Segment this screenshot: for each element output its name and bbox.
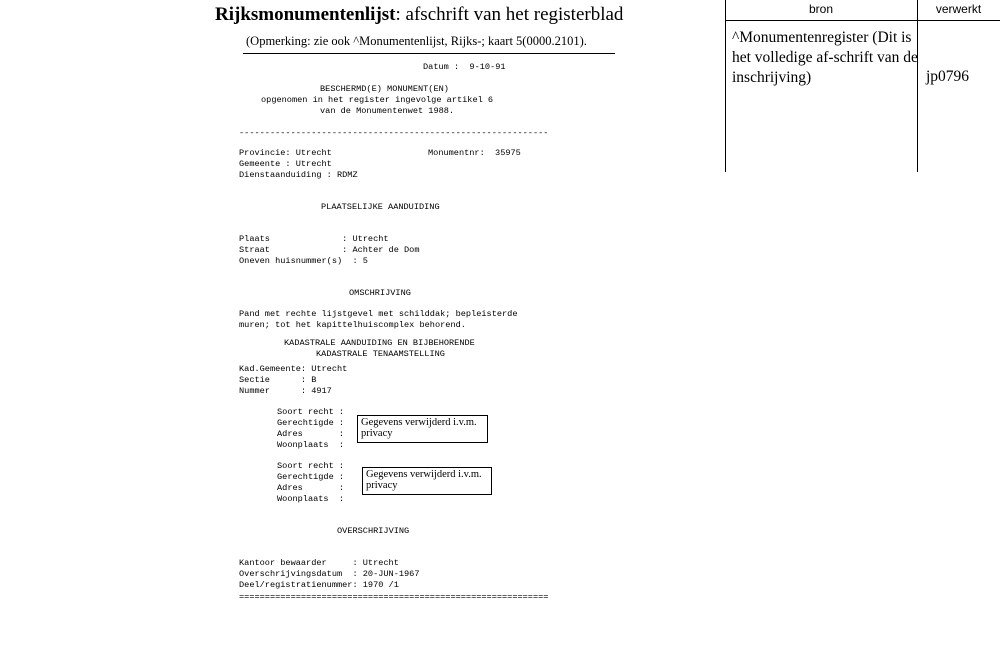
recht2-adres: Adres : — [277, 483, 345, 493]
dash-divider: ------------------------------------------------------------ — [239, 128, 549, 138]
column-header-bron: bron — [808, 2, 834, 16]
kantoor-line: Kantoor bewaarder : Utrecht — [239, 558, 399, 568]
heading-line-1: BESCHERMD(E) MONUMENT(EN) — [320, 84, 449, 94]
recht2-woonplaats: Woonplaats : — [277, 494, 345, 504]
recht1-woonplaats: Woonplaats : — [277, 440, 345, 450]
heading-line-3: van de Monumentenwet 1988. — [320, 106, 455, 116]
heading-line-2: opgenomen in het register ingevolge artikel 6 — [261, 95, 494, 105]
kadastrale-heading-1: KADASTRALE AANDUIDING EN BIJBEHORENDE — [284, 338, 475, 348]
sectie-line: Sectie : B — [239, 375, 317, 385]
recht2-gerechtigde: Gerechtigde : — [277, 472, 345, 482]
page-subtitle: (Opmerking: zie ook ^Monumentenlijst, Rijks-; kaart 5(0000.2101). — [246, 34, 587, 48]
page-title — [215, 4, 675, 26]
deel-line: Deel/registratienummer: 1970 /1 — [239, 580, 399, 590]
kadastrale-heading-2: KADASTRALE TENAAMSTELLING — [316, 349, 445, 359]
overschrijving-heading: OVERSCHRIJVING — [337, 526, 410, 536]
privacy-box-1: Gegevens verwijderd i.v.m. privacy — [357, 415, 488, 443]
datum-line: Datum : 9-10-91 — [423, 62, 506, 72]
recht1-adres: Adres : — [277, 429, 345, 439]
plaatselijke-heading: PLAATSELIJKE AANDUIDING — [321, 202, 440, 212]
title-bold: Rijksmonumentenlijst — [215, 4, 396, 25]
dienst-line: Dienstaanduiding : RDMZ — [239, 170, 358, 180]
omschrijving-line-1: Pand met rechte lijstgevel met schilddak; bepleisterde — [239, 309, 518, 319]
nummer-line: Nummer : 4917 — [239, 386, 332, 396]
equals-divider: ============================================================ — [239, 592, 549, 602]
column-header-verwerkt: verwerkt — [935, 2, 982, 16]
omschrijving-heading: OMSCHRIJVING — [349, 288, 411, 298]
recht1-soort: Soort recht : — [277, 407, 345, 417]
privacy-box-2: Gegevens verwijderd i.v.m. privacy — [362, 467, 492, 495]
recht1-gerechtigde: Gerechtigde : — [277, 418, 345, 428]
recht2-soort: Soort recht : — [277, 461, 345, 471]
kad-gemeente-line: Kad.Gemeente: Utrecht — [239, 364, 348, 374]
straat-line: Straat : Achter de Dom — [239, 245, 420, 255]
bron-cell: ^Monumentenregister (Dit is het volledige af-schrift van de inschrijving) — [732, 29, 918, 86]
title-rest: : afschrift van het registerblad — [395, 4, 624, 25]
table-header-rule — [725, 20, 1000, 21]
huisnummer-line: Oneven huisnummer(s) : 5 — [239, 256, 368, 266]
provincie-line: Provincie: Utrecht — [239, 148, 332, 158]
title-rule — [243, 53, 615, 54]
datum-overschrijving-line: Overschrijvingsdatum : 20-JUN-1967 — [239, 569, 420, 579]
gemeente-line: Gemeente : Utrecht — [239, 159, 332, 169]
plaats-line: Plaats : Utrecht — [239, 234, 389, 244]
verwerkt-cell: jp0796 — [926, 68, 970, 85]
monumentnr-line: Monumentnr: 35975 — [428, 148, 521, 158]
source-table — [725, 0, 1000, 172]
omschrijving-line-2: muren; tot het kapittelhuiscomplex behorend. — [239, 320, 466, 330]
table-border-left — [725, 0, 726, 172]
